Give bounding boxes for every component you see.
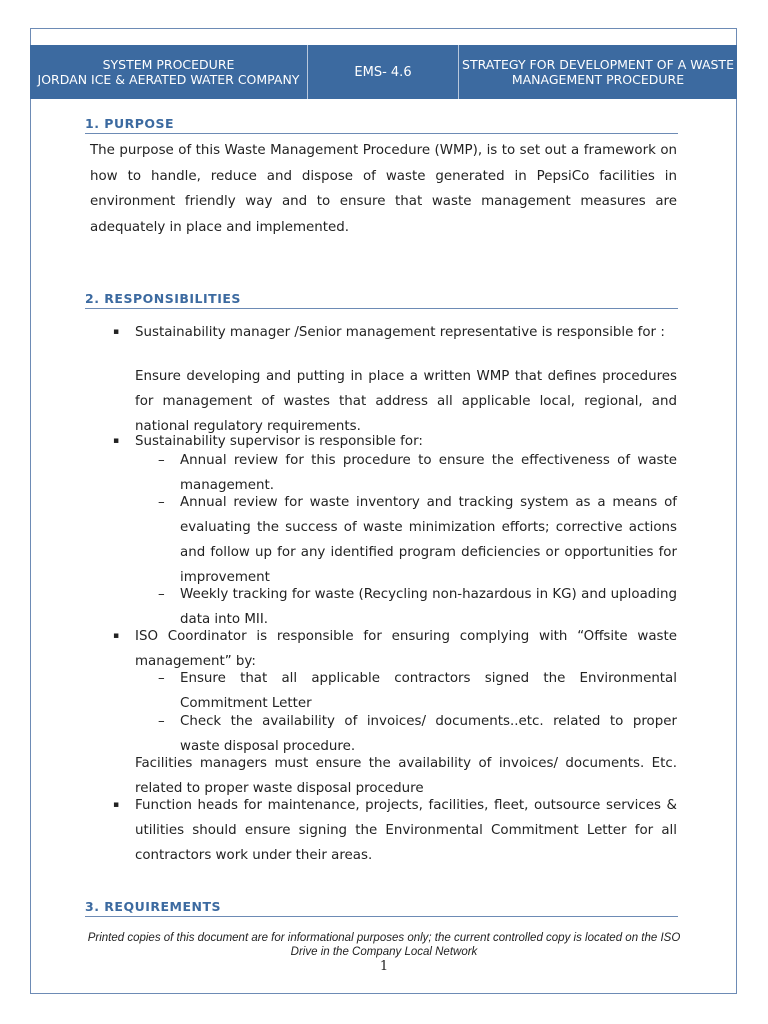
dash-marker: – xyxy=(158,671,165,686)
header-company-name: JORDAN ICE & AERATED WATER COMPANY xyxy=(37,72,300,87)
bullet-marker: ▪ xyxy=(113,327,120,337)
document-header xyxy=(30,45,737,99)
responsibilities-heading: 2. RESPONSIBILITIES xyxy=(85,291,678,309)
dash-marker: – xyxy=(158,714,165,729)
responsibility-sustainability-supervisor: Sustainability supervisor is responsible for: xyxy=(135,434,423,449)
supervisor-task-inventory-review: Annual review for waste inventory and tracking system as a means of evaluating the success of waste minimization efforts; corrective actions and follow up for any identified program deficiencies or opportunities for improvement xyxy=(180,495,677,585)
header-system-procedure: SYSTEM PROCEDURE xyxy=(102,57,235,72)
header-document-title: STRATEGY FOR DEVELOPMENT OF A WASTE MANAGEMENT PROCEDURE xyxy=(462,57,734,87)
supervisor-task-weekly-tracking: Weekly tracking for waste (Recycling non-hazardous in KG) and uploading data into MII. xyxy=(180,587,677,627)
responsibility-sustainability-manager: Sustainability manager /Senior management representative is responsible for : xyxy=(135,325,665,340)
responsibility-sustainability-manager-detail: Ensure developing and putting in place a written WMP that defines procedures for management of wastes that address all applicable local, regional, and national regulatory requirements. xyxy=(135,369,677,434)
bullet-marker: ▪ xyxy=(113,800,120,810)
dash-marker: – xyxy=(158,495,165,510)
purpose-heading: 1. PURPOSE xyxy=(85,116,678,134)
header-document-code: EMS- 4.6 xyxy=(308,45,459,99)
facilities-managers-note: Facilities managers must ensure the availability of invoices/ documents. Etc. related to proper waste disposal procedure xyxy=(135,756,677,796)
page-number: 1 xyxy=(379,959,389,974)
bullet-marker: ▪ xyxy=(113,631,120,641)
supervisor-task-procedure-review: Annual review for this procedure to ensure the effectiveness of waste management. xyxy=(180,453,677,493)
responsibility-iso-coordinator: ISO Coordinator is responsible for ensuring complying with “Offsite waste management” by: xyxy=(135,629,677,669)
bullet-marker: ▪ xyxy=(113,436,120,446)
purpose-paragraph: The purpose of this Waste Management Procedure (WMP), is to set out a framework on how to handle, reduce and dispose of waste generated in PepsiCo facilities in environment friendly way and to ensure that waste management measures are adequately in place and implemented. xyxy=(90,143,677,235)
responsibility-function-heads: Function heads for maintenance, projects, facilities, fleet, outsource services & utilities should ensure signing the Environmental Commitment Letter for all contractors work under their areas. xyxy=(135,798,677,863)
requirements-heading: 3. REQUIREMENTS xyxy=(85,899,678,917)
header-company-cell xyxy=(30,45,308,99)
iso-task-invoice-check: Check the availability of invoices/ documents..etc. related to proper waste disposal procedure. xyxy=(180,714,677,754)
dash-marker: – xyxy=(158,453,165,468)
footer-disclaimer: Printed copies of this document are for informational purposes only; the current controlled copy is located on the ISO Drive in the Company Local Network xyxy=(87,932,681,958)
dash-marker: – xyxy=(158,587,165,602)
iso-task-contractor-letters: Ensure that all applicable contractors signed the Environmental Commitment Letter xyxy=(180,671,677,711)
